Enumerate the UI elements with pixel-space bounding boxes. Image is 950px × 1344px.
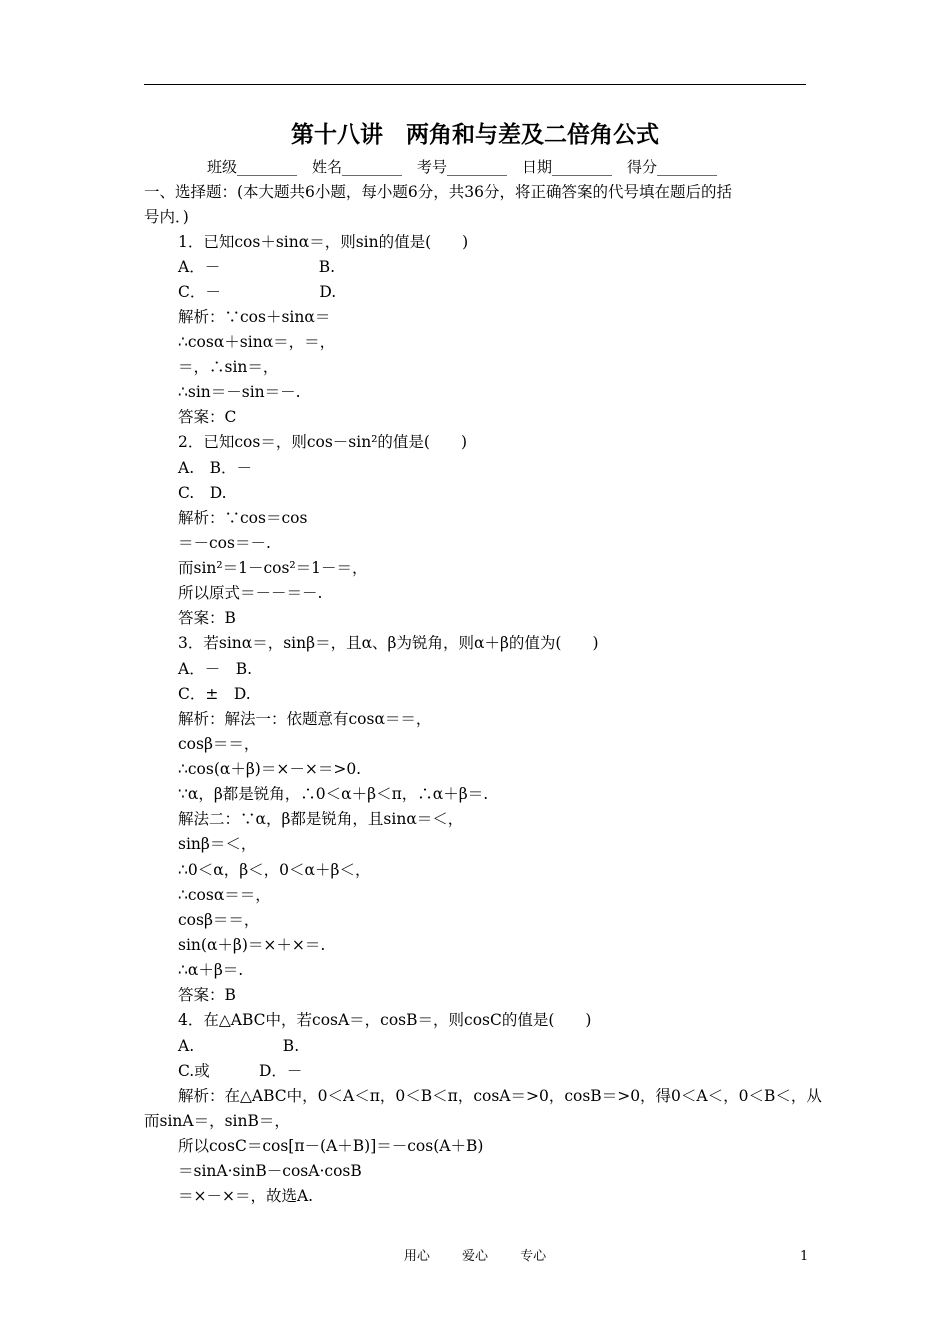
text-line: ＝sinA·sinB－cosA·cosB (178, 1162, 362, 1180)
text-line: 解析：解法一：依题意有cosα＝＝， (178, 710, 432, 728)
text-line: 3．若sinα＝，sinβ＝，且α、β为锐角，则α＋β的值为( ) (178, 634, 599, 652)
text-line: 所以原式＝－－＝－. (178, 584, 323, 602)
page-title: 第十八讲 两角和与差及二倍角公式 (291, 122, 659, 148)
text-line: ∴cos(α＋β)＝×－×＝>0. (178, 760, 362, 778)
text-line: sinβ＝＜， (178, 835, 257, 853)
text-line: 答案：C (178, 408, 237, 426)
header-rule (144, 84, 806, 85)
text-line: 所以cosC＝cos[π－(A＋B)]＝－cos(A＋B) (178, 1137, 484, 1155)
text-line: 解析：∵cos＋sinα＝ (178, 308, 331, 326)
page-number: 1 (800, 1249, 809, 1264)
text-line: ＝－cos＝－. (178, 534, 271, 552)
text-line: ∴cosα＋sinα＝，＝， (178, 333, 336, 351)
text-line: 答案：B (178, 609, 236, 627)
text-line: 一、选择题：(本大题共6小题，每小题6分，共36分，将正确答案的代号填在题后的括 (144, 183, 732, 201)
text-line: C. D. (178, 484, 227, 502)
text-line: ∴cosα＝＝， (178, 886, 271, 904)
student-info-line: 班级________ 姓名________ 考号________ 日期________ 得分________ (207, 158, 718, 176)
text-line: A．－ B. (178, 258, 336, 276)
text-line: ＝，∴sin＝， (178, 358, 279, 376)
text-line: ∴α＋β＝. (178, 961, 244, 979)
text-line: sin(α＋β)＝×＋×＝. (178, 936, 326, 954)
text-line: 而sin²＝1－cos²＝1－＝， (178, 559, 368, 577)
text-line: ∵α，β都是锐角，∴0＜α＋β＜π，∴α＋β＝. (178, 785, 489, 803)
text-line: A. B. (178, 1037, 300, 1055)
footer-motto: 用心 爱心 专心 (403, 1249, 547, 1264)
text-line: 解法二：∵α，β都是锐角，且sinα＝＜， (178, 810, 464, 828)
text-line: 号内．) (144, 208, 189, 226)
text-line: ∴sin＝－sin＝－. (178, 383, 301, 401)
text-line: C．－ D. (178, 283, 337, 301)
text-line: cosβ＝＝， (178, 735, 260, 753)
text-line: A. B．－ (178, 459, 253, 477)
text-line: 而sinA＝，sinB＝， (144, 1112, 290, 1130)
text-line: 4．在△ABC中，若cosA＝，cosB＝，则cosC的值是( ) (178, 1011, 592, 1029)
text-line: ∴0＜α，β＜，0＜α＋β＜， (178, 861, 371, 879)
text-line: cosβ＝＝， (178, 911, 260, 929)
text-line: 解析：在△ABC中，0＜A＜π，0＜B＜π，cosA＝>0，cosB＝>0，得0＜A＜，0＜B＜，从 (178, 1087, 822, 1105)
text-line: 解析：∵cos＝cos (178, 509, 308, 527)
text-line: 2．已知cos＝，则cos－sin²的值是( ) (178, 433, 467, 451)
text-line: 1．已知cos＋sinα＝，则sin的值是( ) (178, 233, 469, 251)
text-line: C．± D. (178, 685, 251, 703)
text-line: ＝×－×＝，故选A. (178, 1187, 314, 1205)
text-line: 答案：B (178, 986, 236, 1004)
text-line: A．－ B. (178, 660, 253, 678)
text-line: C.或 D．－ (178, 1062, 303, 1080)
